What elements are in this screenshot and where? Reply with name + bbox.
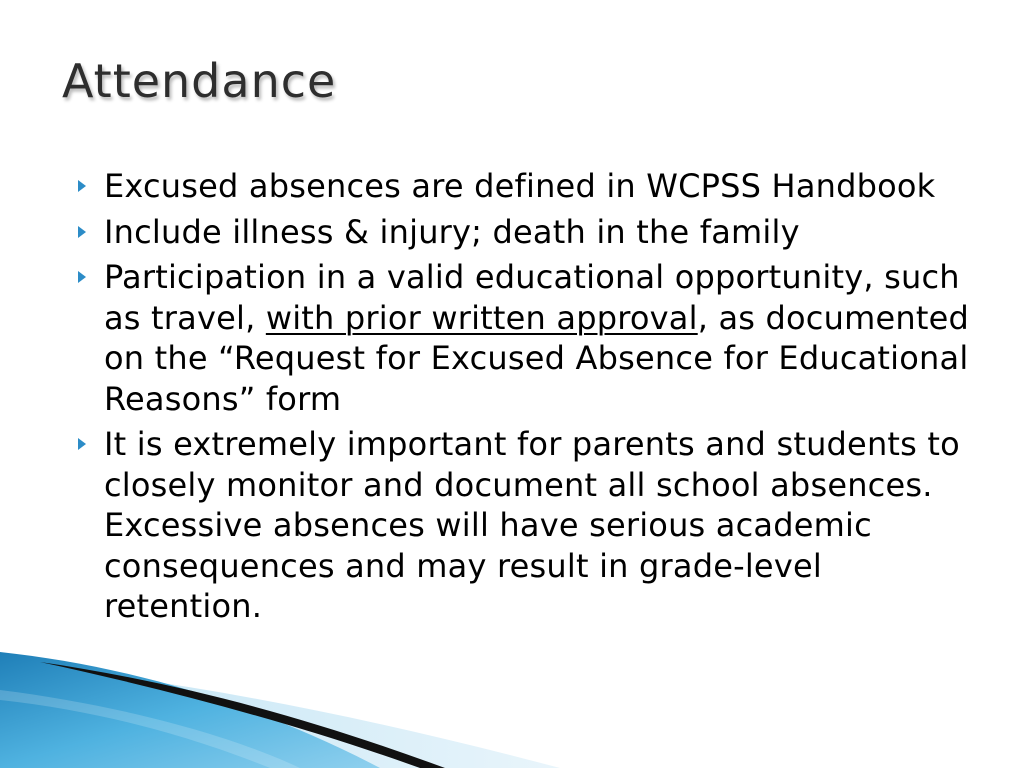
bullet-item [72,257,972,419]
underlined-text: with prior written approval [265,298,698,337]
triangle-right-icon [78,271,86,283]
triangle-right-icon [78,180,86,192]
bullet-text: Include illness & injury; death in the family [104,212,800,251]
triangle-right-icon [78,226,86,238]
bullet-item [72,424,972,627]
bullet-text: Excused absences are defined in WCPSS Handbook [104,167,936,205]
bullet-text-part: , as documented on the “Request for Excused Absence for Educational Reasons” form [104,298,969,418]
wave-blue-band [0,652,380,768]
wave-light-band [0,662,560,768]
bullet-item [72,212,972,253]
bullet-text: It is extremely important for parents and students to closely monitor and document all school absences. Excessive absences will have serious academic consequences and may result in grade-level retention. [104,425,960,625]
bullet-list [72,166,972,632]
wave-highlight [0,690,300,768]
triangle-right-icon [78,438,86,450]
wave-black-stripe [40,662,445,768]
bullet-item [72,166,972,207]
bullet-text-part: Participation in a valid educational opportunity, such as travel, [104,258,960,337]
slide-title: Attendance [62,54,337,108]
